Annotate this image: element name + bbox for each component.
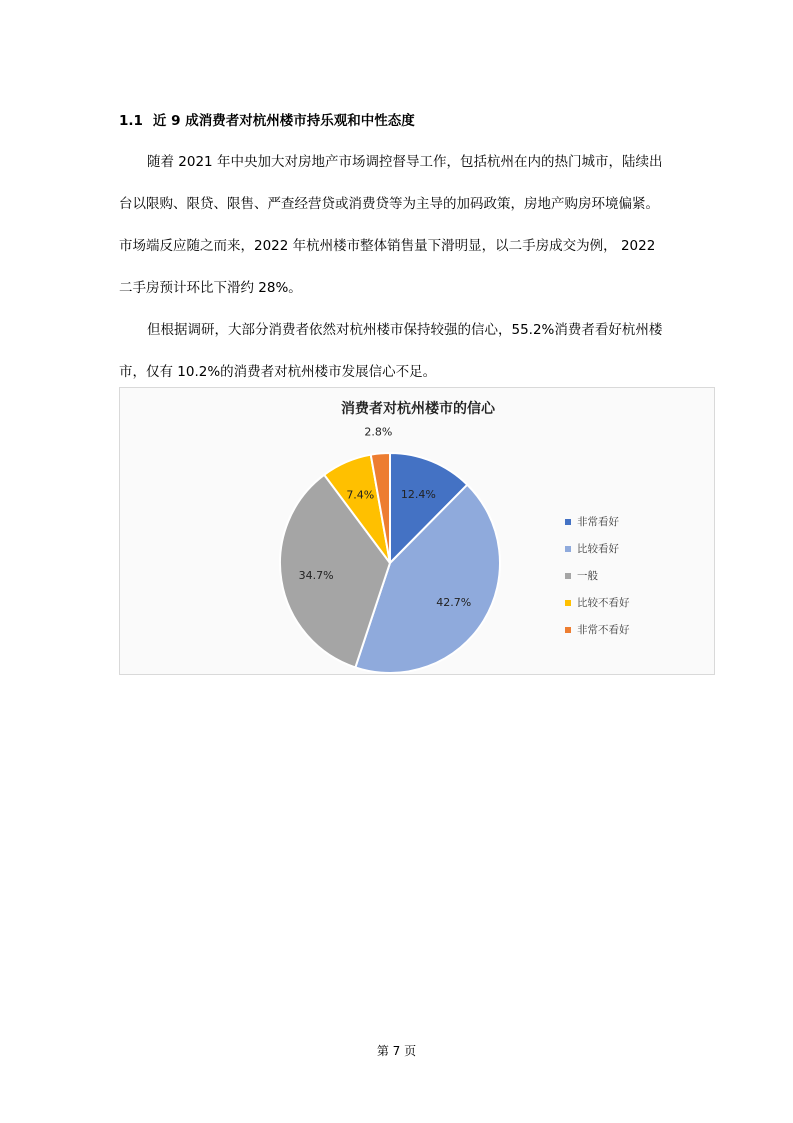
pie-data-label: 2.8% (364, 425, 393, 439)
paragraph-line: 但根据调研，大部分消费者依然对杭州楼市保持较强的信心，55.2%消费者看好杭州楼 (147, 322, 663, 338)
section-heading (119, 109, 415, 129)
section-number: 1.1 (119, 113, 143, 129)
chart-title: 消费者对杭州楼市的信心 (341, 401, 495, 417)
section-title: 近 9 成消费者对杭州楼市持乐观和中性态度 (152, 113, 415, 129)
pie-data-label: 34.7% (298, 568, 334, 582)
pie-data-label: 7.4% (346, 488, 375, 502)
legend-swatch (565, 600, 571, 606)
pie-data-label: 42.7% (436, 596, 472, 610)
paragraph-line: 二手房预计环比下滑约 28%。 (119, 280, 302, 296)
legend-swatch (565, 519, 571, 525)
paragraph-line: 市场端反应随之而来，2022 年杭州楼市整体销售量下滑明显，以二手房成交为例， 2022 (119, 238, 656, 254)
paragraph-line: 市，仅有 10.2%的消费者对杭州楼市发展信心不足。 (119, 364, 437, 380)
legend-swatch (565, 573, 571, 579)
legend-item (565, 616, 630, 643)
pie-data-label: 12.4% (400, 487, 436, 501)
legend-swatch (565, 627, 571, 633)
legend-item (565, 589, 630, 616)
legend-label: 非常不看好 (577, 624, 630, 636)
page-number: 第 7 页 (376, 1044, 417, 1058)
legend-item (565, 562, 630, 589)
paragraph-line: 随着 2021 年中央加大对房地产市场调控督导工作，包括杭州在内的热门城市，陆续出 (147, 154, 663, 170)
legend-label: 比较不看好 (577, 597, 630, 609)
pie-chart (119, 387, 715, 675)
legend-swatch (565, 546, 571, 552)
chart-legend (565, 508, 630, 643)
legend-item (565, 508, 630, 535)
legend-label: 非常看好 (577, 516, 619, 528)
paragraph-line: 台以限购、限贷、限售、严查经营贷或消费贷等为主导的加码政策，房地产购房环境偏紧。 (119, 196, 659, 212)
legend-item (565, 535, 630, 562)
legend-label: 一般 (577, 570, 598, 582)
legend-label: 比较看好 (577, 543, 619, 555)
